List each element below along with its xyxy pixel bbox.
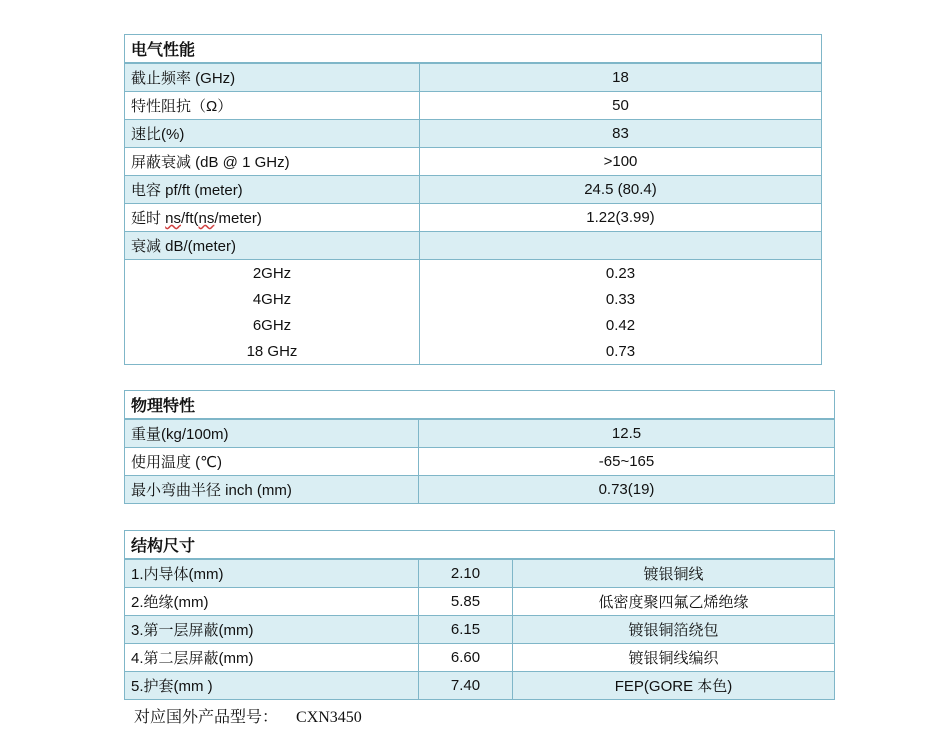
row-value: >100 [420,148,822,176]
row-label: 5.护套(mm ) [125,672,419,700]
structure-title: 结构尺寸 [125,531,835,560]
row-value: 2.10 [419,559,513,588]
model-label: 对应国外产品型号： [134,709,279,726]
electrical-title: 电气性能 [125,35,822,64]
table-row [125,148,822,176]
table-row [125,559,835,588]
row-label: 3.第一层屏蔽(mm) [125,616,419,644]
table-row [125,672,835,700]
table-row [125,588,835,616]
attenuation-value: 0.23 [420,260,822,287]
attenuation-freq: 4GHz [125,286,420,312]
table-row [125,92,822,120]
attenuation-freq: 2GHz [125,260,420,287]
attenuation-row [125,338,822,365]
row-label: 速比(%) [125,120,420,148]
row-label: 特性阻抗（Ω） [125,92,420,120]
row-value: 83 [420,120,822,148]
row-label: 使用温度 (℃) [125,448,419,476]
row-label: 衰减 dB/(meter) [125,232,420,260]
row-value: -65~165 [419,448,835,476]
attenuation-value: 0.73 [420,338,822,365]
table-row [125,232,822,260]
table-row [125,63,822,92]
attenuation-freq: 18 GHz [125,338,420,365]
electrical-properties-table [124,34,822,365]
row-value: 1.22(3.99) [420,204,822,232]
equivalent-model-line [134,704,362,727]
row-material: 镀银铜线编织 [513,644,835,672]
table-row [125,644,835,672]
table-row [125,616,835,644]
row-label: 延时 ns/ft(ns/meter) [125,204,420,232]
row-label: 1.内导体(mm) [125,559,419,588]
attenuation-row [125,260,822,287]
row-value: 24.5 (80.4) [420,176,822,204]
row-value: 18 [420,63,822,92]
row-label: 重量(kg/100m) [125,419,419,448]
row-value: 7.40 [419,672,513,700]
table-row [125,176,822,204]
row-value: 0.73(19) [419,476,835,504]
attenuation-freq: 6GHz [125,312,420,338]
row-label: 2.绝缘(mm) [125,588,419,616]
table-row [125,120,822,148]
row-value: 50 [420,92,822,120]
attenuation-row [125,286,822,312]
model-value: CXN3450 [296,709,362,726]
attenuation-row [125,312,822,338]
row-material: 低密度聚四氟乙烯绝缘 [513,588,835,616]
structure-dimensions-table [124,530,835,700]
row-material: FEP(GORE 本色) [513,672,835,700]
row-label: 电容 pf/ft (meter) [125,176,420,204]
row-material: 镀银铜线 [513,559,835,588]
attenuation-value: 0.42 [420,312,822,338]
physical-title: 物理特性 [125,391,835,420]
row-value: 12.5 [419,419,835,448]
row-value: 5.85 [419,588,513,616]
row-label: 4.第二层屏蔽(mm) [125,644,419,672]
row-value: 6.15 [419,616,513,644]
row-value: 6.60 [419,644,513,672]
row-value [420,232,822,260]
row-material: 镀银铜箔绕包 [513,616,835,644]
table-row [125,448,835,476]
table-row [125,476,835,504]
attenuation-value: 0.33 [420,286,822,312]
physical-properties-table [124,390,835,504]
table-row [125,419,835,448]
table-row [125,204,822,232]
row-label: 截止频率 (GHz) [125,63,420,92]
row-label: 屏蔽衰减 (dB @ 1 GHz) [125,148,420,176]
row-label: 最小弯曲半径 inch (mm) [125,476,419,504]
